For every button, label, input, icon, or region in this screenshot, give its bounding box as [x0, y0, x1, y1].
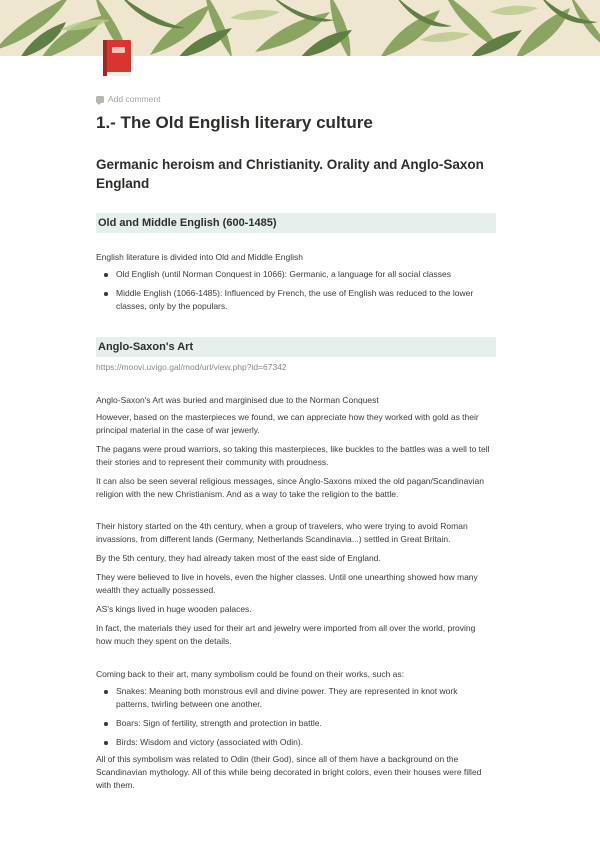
paragraph: The pagans were proud warriors, so taking this masterpieces, like buckles to the battles was a well to tell their stories and to represent their community with proudness. — [96, 444, 490, 467]
bullet-list — [96, 685, 491, 749]
page-subtitle: Germanic heroism and Christianity. Orality and Anglo-Saxon England — [96, 157, 484, 191]
list-item: Middle English (1066-1485): Influenced by French, the use of English was reduced to the lower classes, only by the populars. — [96, 287, 491, 313]
page-title: 1.- The Old English literary culture — [96, 113, 373, 132]
paragraph: AS's kings lived in huge wooden palaces. — [96, 604, 252, 614]
section-heading-anglo-saxon-art: Anglo-Saxon's Art — [96, 337, 496, 357]
paragraph: They were believed to live in hovels, even the higher classes. Until one unearthing showed how many wealth they actually possessed. — [96, 572, 478, 595]
comment-icon — [96, 96, 104, 103]
paragraph: English literature is divided into Old and Middle English — [96, 252, 303, 262]
list-item: Boars: Sign of fertility, strength and protection in battle. — [96, 717, 491, 730]
bullet-list — [96, 268, 491, 313]
paragraph: Their history started on the 4th century, when a group of travelers, who were trying to avoid Roman invassions, from different lands (Germany, Netherlands Scandinavia...) settled in Great Britain. — [96, 521, 468, 544]
paragraph: However, based on the masterpieces we found, we can appreciate how they worked with gold as their principal material in the case of war jewerly. — [96, 412, 479, 435]
list-item: Birds: Wisdom and victory (associated with Odin). — [96, 736, 491, 749]
paragraph: In fact, the materials they used for their art and jewelry were imported from all over the world, proving how much they spent on the details. — [96, 623, 476, 646]
section-heading-old-middle-english: Old and Middle English (600-1485) — [96, 213, 496, 233]
paragraph: It can also be seen several religious messages, since Anglo-Saxons mixed the old pagan/Scandinavian religion with the new Christianism. And as a way to take the religion to the battle. — [96, 476, 484, 499]
paragraph: Anglo-Saxon's Art was buried and marginised due to the Norman Conquest — [96, 395, 379, 405]
add-comment-button[interactable] — [96, 93, 506, 105]
list-item: Old English (until Norman Conquest in 1066): Germanic, a language for all social classes — [96, 268, 491, 281]
list-item: Snakes: Meaning both monstrous evil and divine power. They are represented in knot work patterns, twirling between one another. — [96, 685, 491, 711]
paragraph: All of this symbolism was related to Odin (their God), since all of them have a background on the Scandinavian mythology. All of this while being decorated in bright colors, even their houses were filled with them. — [96, 754, 482, 790]
book-icon[interactable] — [96, 34, 140, 82]
cover-image — [0, 0, 600, 56]
add-comment-label: Add comment — [108, 94, 161, 104]
link-url[interactable]: https://moovi.uvigo.gal/mod/url/view.php?id=67342 — [96, 362, 287, 372]
paragraph: Coming back to their art, many symbolism could be found on their works, such as: — [96, 669, 405, 679]
paragraph: By the 5th century, they had already taken most of the east side of England. — [96, 553, 381, 563]
